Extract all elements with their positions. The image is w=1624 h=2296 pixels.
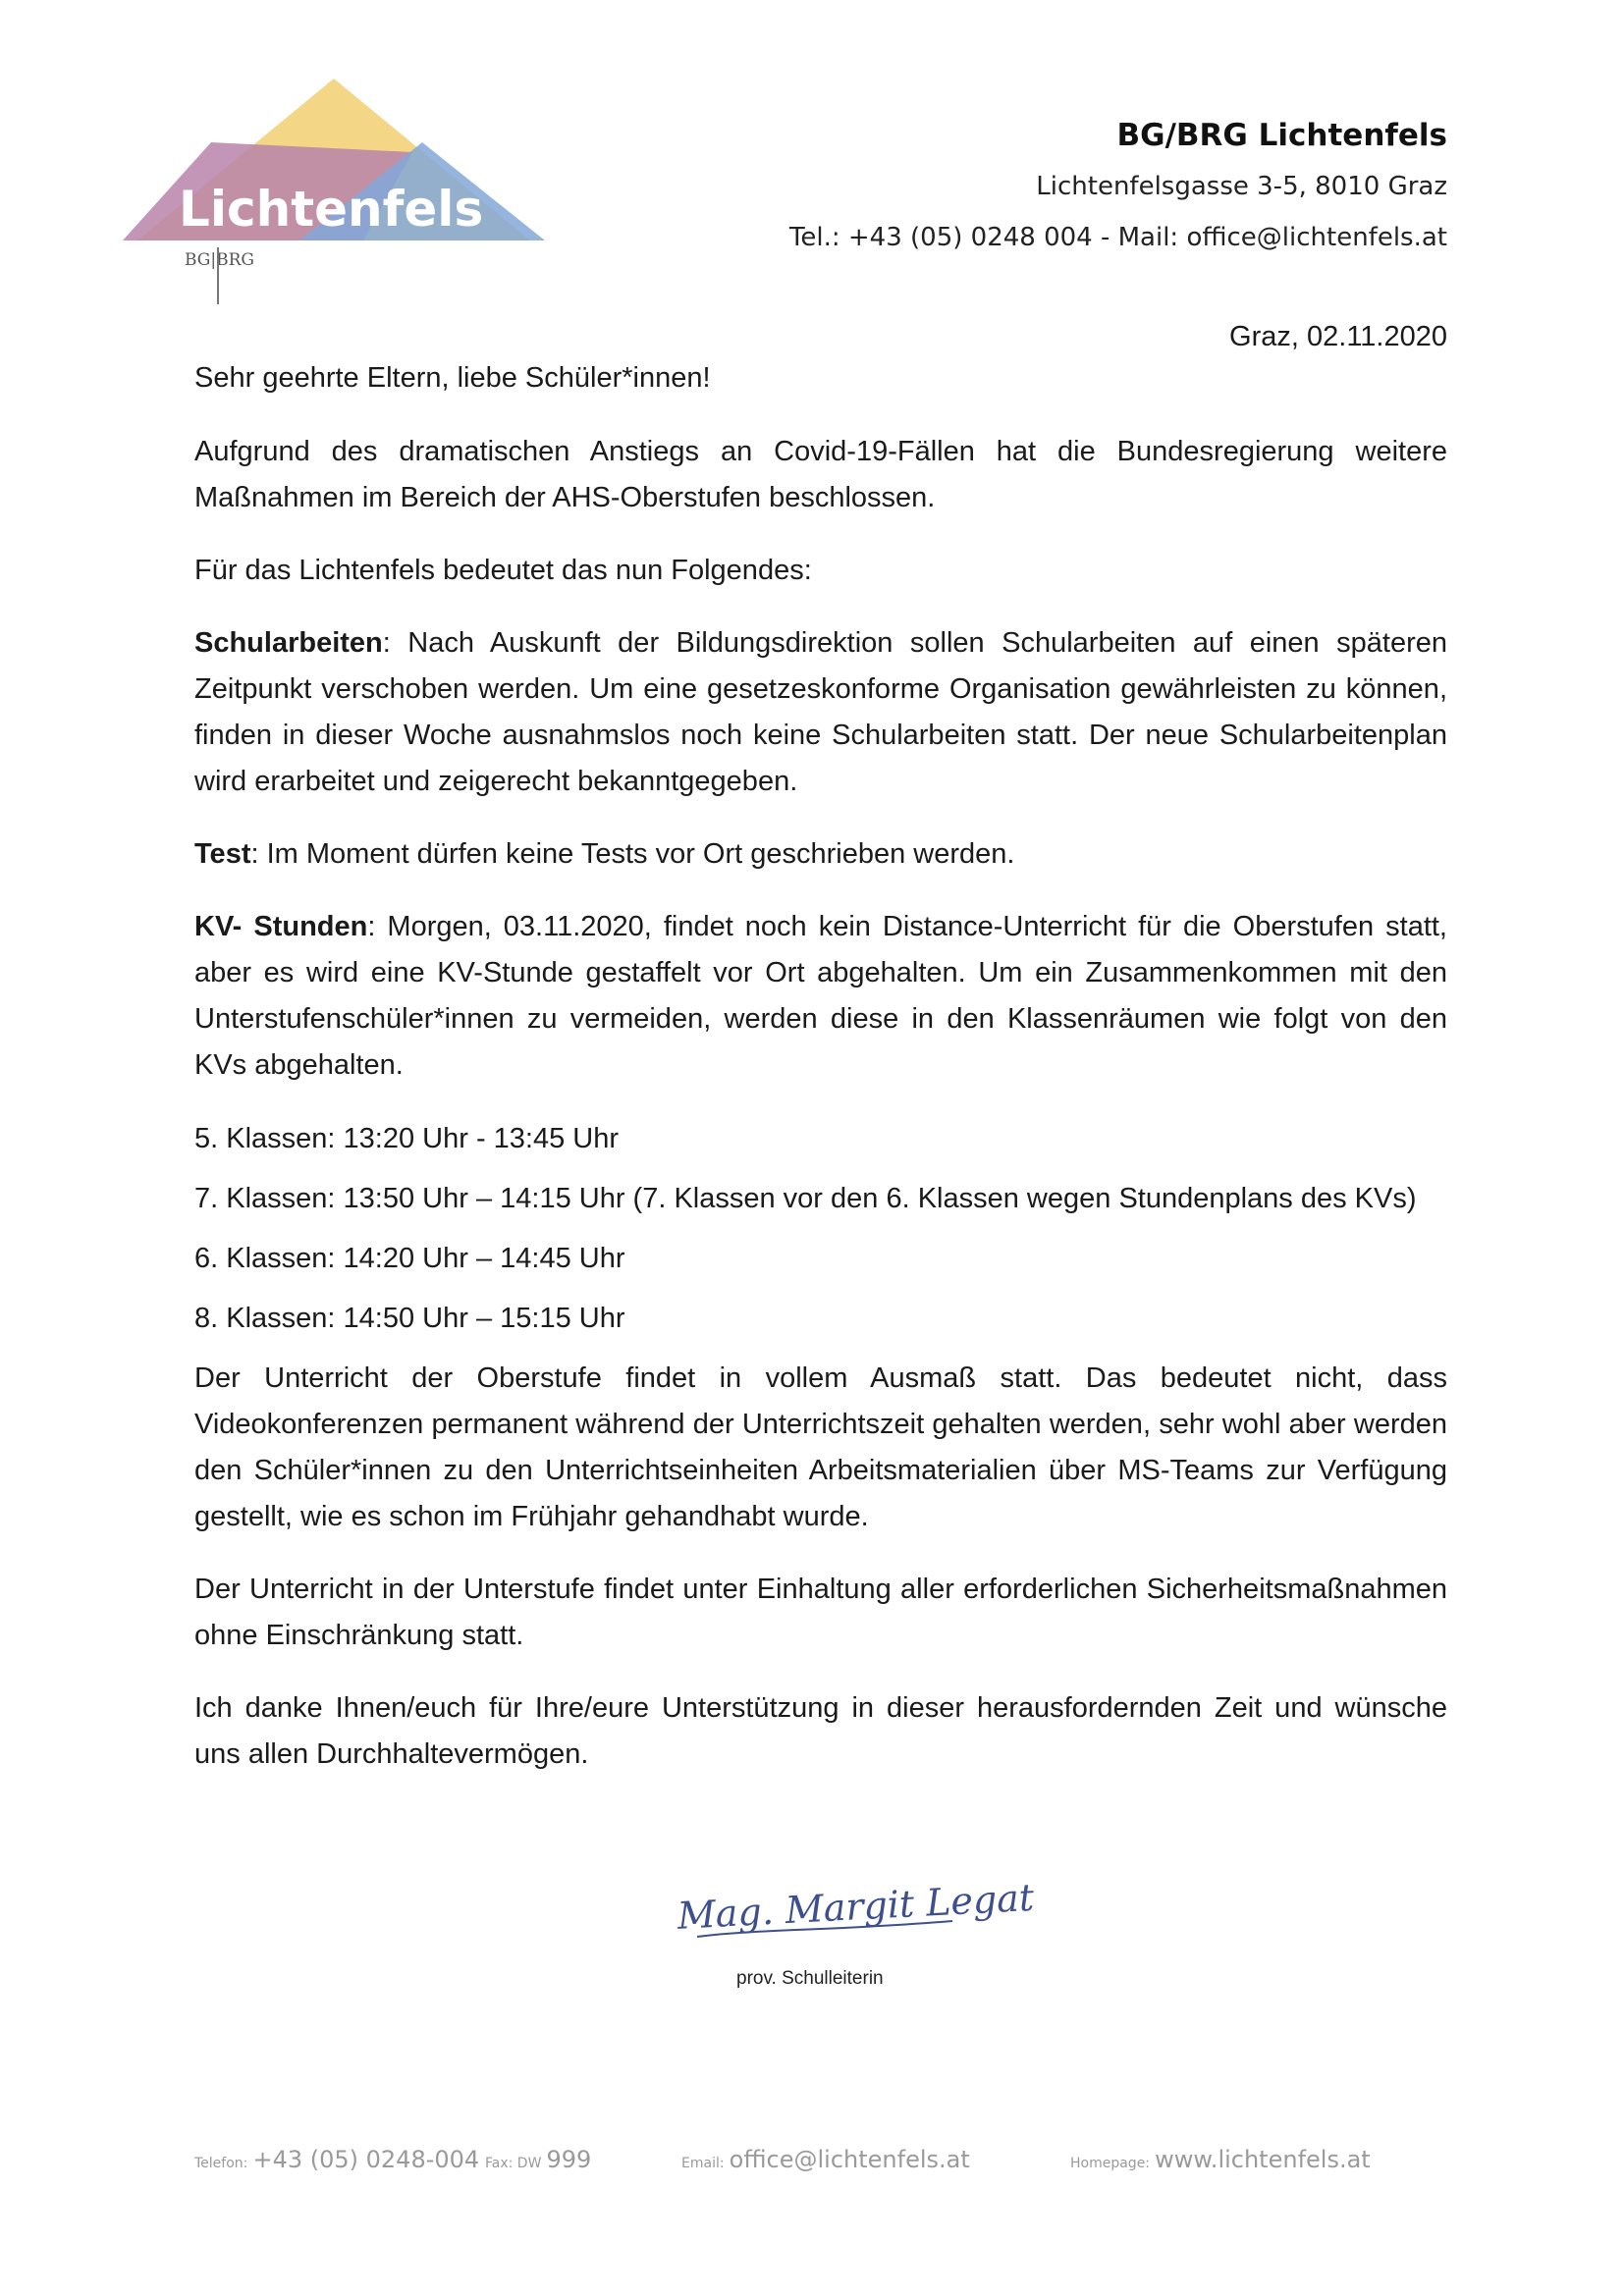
schularbeiten-text: : Nach Auskunft der Bildungsdirektion sollen Schularbeiten auf einen späteren Zeitpunkt verschoben werden. Um eine gesetzeskonforme Organisation gewährleisten zu können, finden in dieser Woche ausnahmslos noch keine Schularbeiten statt. Der neue Schularbeitenplan wird erarbeitet und zeigerecht bekanntgegeben. (194, 627, 1447, 797)
footer-email-label: Email: (681, 2156, 725, 2171)
letterhead (789, 110, 1447, 263)
footer (194, 2146, 1447, 2185)
unterstufe-paragraph: Der Unterricht in der Unterstufe findet unter Einhaltung aller erforderlichen Sicherheitsmaßnahmen ohne Einschränkung statt. (194, 1574, 1447, 1651)
school-name: BG/BRG Lichtenfels (1116, 118, 1447, 153)
footer-phone (194, 2146, 479, 2173)
test-paragraph (194, 831, 1447, 878)
footer-phone-label: Telefon: (194, 2156, 248, 2171)
closing-paragraph: Ich danke Ihnen/euch für Ihre/eure Unterstützung in dieser herausfordernden Zeit und wünsche uns allen Durchhaltevermögen. (194, 1692, 1447, 1770)
handwritten-signature (668, 1860, 1036, 1968)
test-label: Test (194, 838, 251, 870)
footer-fax-value: 999 (546, 2146, 592, 2173)
school-address: Lichtenfelsgasse 3-5, 8010 Graz (1036, 172, 1447, 201)
letter-body (194, 314, 1447, 1778)
schedule-item: 8. Klassen: 14:50 Uhr – 15:15 Uhr (194, 1303, 625, 1334)
signer-role: prov. Schulleiterin (736, 1968, 884, 1989)
footer-phone-value: +43 (05) 0248-004 (252, 2146, 480, 2173)
footer-fax (485, 2146, 591, 2173)
salutation: Sehr geehrte Eltern, liebe Schüler*innen! (194, 362, 711, 394)
schularbeiten-paragraph (194, 620, 1447, 805)
schedule-list (194, 1116, 1447, 1342)
schedule-item: 7. Klassen: 13:50 Uhr – 14:15 Uhr (7. Klassen vor den 6. Klassen wegen Stundenplans des KVs) (194, 1183, 1417, 1214)
logo-wordmark: Lichtenfels (179, 181, 484, 238)
footer-homepage-value[interactable]: www.lichtenfels.at (1155, 2146, 1371, 2173)
footer-homepage-label: Homepage: (1070, 2156, 1151, 2171)
kv-label: KV- Stunden (194, 911, 368, 942)
kv-paragraph (194, 904, 1447, 1089)
footer-homepage (1070, 2146, 1371, 2173)
intro-paragraph: Aufgrund des dramatischen Anstiegs an Covid-19-Fällen hat die Bundesregierung weitere Maßnahmen im Bereich der AHS-Oberstufen beschlossen. (194, 436, 1447, 513)
letter-date: Graz, 02.11.2020 (1229, 321, 1447, 352)
signature-script: Mag. Margit Legat (676, 1875, 1036, 1938)
schedule-item: 6. Klassen: 14:20 Uhr – 14:45 Uhr (194, 1243, 625, 1274)
schularbeiten-label: Schularbeiten (194, 627, 383, 659)
schedule-item: 5. Klassen: 13:20 Uhr - 13:45 Uhr (194, 1123, 620, 1154)
footer-email (681, 2146, 970, 2173)
school-logo (118, 69, 550, 309)
meaning-paragraph: Für das Lichtenfels bedeutet das nun Folgendes: (194, 555, 812, 586)
oberstufe-paragraph: Der Unterricht der Oberstufe findet in vollem Ausmaß statt. Das bedeutet nicht, dass Videokonferenzen permanent während der Unterrichtszeit gehalten werden, sehr wohl aber werden den Schüler*innen zu den Unterrichtseinheiten Arbeitsmaterialien über MS-Teams zur Verfügung gestellt, wie es schon im Frühjahr gehandhabt wurde. (194, 1362, 1447, 1532)
logo-subtitle: BG|BRG (185, 250, 254, 270)
footer-fax-label: Fax: DW (485, 2156, 542, 2171)
footer-email-value[interactable]: office@lichtenfels.at (729, 2146, 970, 2173)
test-text: : Im Moment dürfen keine Tests vor Ort geschrieben werden. (250, 838, 1015, 870)
kv-text: : Morgen, 03.11.2020, findet noch kein Distance-Unterricht für die Oberstufen statt, aber es wird eine KV-Stunde gestaffelt vor Ort abgehalten. Um ein Zusammenkommen mit den Unterstufenschüler*innen zu vermeiden, werden diese in den Klassenräumen wie folgt von den KVs abgehalten. (194, 911, 1447, 1081)
school-contact: Tel.: +43 (05) 0248 004 - Mail: office@lichtenfels.at (788, 223, 1447, 252)
